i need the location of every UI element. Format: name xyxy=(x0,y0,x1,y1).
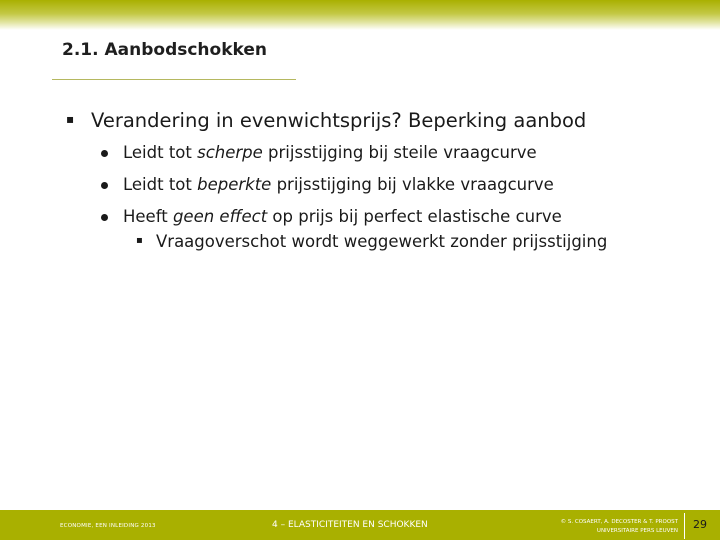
footer-copyright-authors: © S. COSAERT, A. DECOSTER & T. PROOST xyxy=(560,519,678,525)
bullet-text: Verandering in evenwichtsprijs? Beperking aanbod xyxy=(91,109,587,132)
footer-bar xyxy=(0,510,720,540)
round-bullet-icon xyxy=(101,182,108,189)
footer-chapter: 4 – ELASTICITEITEN EN SCHOKKEN xyxy=(272,520,428,530)
square-bullet-icon: ▪ xyxy=(136,235,143,246)
footer-divider xyxy=(684,513,685,539)
footer-copyright xyxy=(510,518,678,536)
round-bullet-icon xyxy=(101,150,108,157)
footer-book-title: ECONOMIE, EEN INLEIDING 2013 xyxy=(60,523,156,529)
title-underline xyxy=(52,79,296,80)
sub-bullet-text: Leidt tot beperkte prijsstijging bij vlakke vraagcurve xyxy=(123,175,554,194)
round-bullet-icon xyxy=(101,214,108,221)
top-gradient-band xyxy=(0,0,720,30)
page-number: 29 xyxy=(693,518,707,531)
footer-copyright-publisher: UNIVERSITAIRE PERS LEUVEN xyxy=(596,528,678,534)
square-bullet-icon: ▪ xyxy=(66,112,75,126)
sub-bullet-text: Leidt tot scherpe prijsstijging bij steile vraagcurve xyxy=(123,143,537,162)
slide-title: 2.1. Aanbodschokken xyxy=(62,40,268,60)
sub-sub-bullet-text: Vraagoverschot wordt weggewerkt zonder prijsstijging xyxy=(156,232,608,251)
sub-bullet-text: Heeft geen effect op prijs bij perfect elastische curve xyxy=(123,207,562,226)
